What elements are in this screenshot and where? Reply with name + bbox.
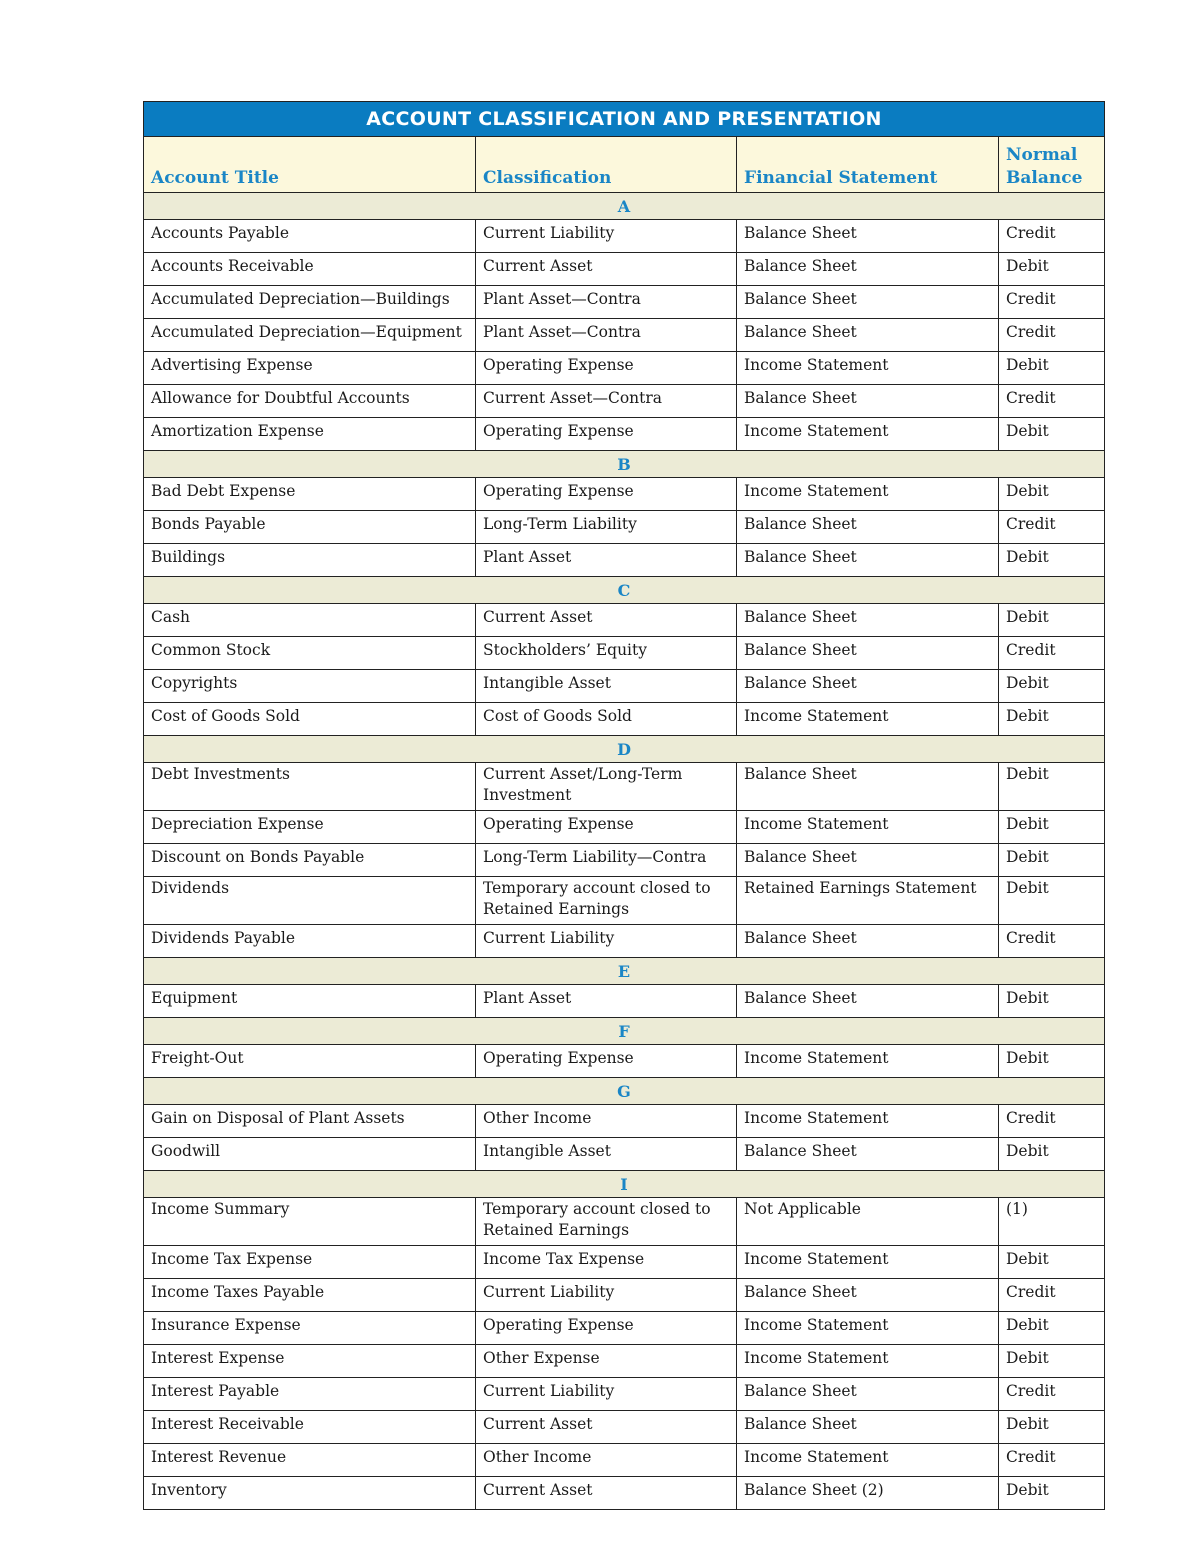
section-letter: C [144,577,1105,604]
cell-classification: Temporary account closed to Retained Earnings [476,1198,737,1246]
table-row [144,844,1105,877]
section-letter-row [144,736,1105,763]
cell-normal-balance: Credit [999,925,1105,958]
table-row [144,319,1105,352]
table-body [144,193,1105,1510]
cell-normal-balance: (1) [999,1198,1105,1246]
cell-normal-balance: Debit [999,1246,1105,1279]
cell-normal-balance: Debit [999,877,1105,925]
cell-financial-statement: Income Statement [737,1246,999,1279]
cell-normal-balance: Debit [999,352,1105,385]
cell-financial-statement: Balance Sheet [737,1378,999,1411]
cell-classification: Long-Term Liability [476,511,737,544]
cell-financial-statement: Balance Sheet [737,1138,999,1171]
table-row [144,511,1105,544]
cell-classification: Long-Term Liability—Contra [476,844,737,877]
cell-account-title: Debt Investments [144,763,476,811]
header-normal-balance-line1: Normal [1006,145,1078,165]
cell-account-title: Income Taxes Payable [144,1279,476,1312]
cell-normal-balance: Debit [999,1411,1105,1444]
cell-financial-statement: Balance Sheet [737,385,999,418]
cell-normal-balance: Credit [999,286,1105,319]
table-row [144,604,1105,637]
cell-normal-balance: Debit [999,670,1105,703]
cell-classification: Plant Asset [476,985,737,1018]
cell-account-title: Interest Revenue [144,1444,476,1477]
table-row [144,1246,1105,1279]
section-letter-row [144,577,1105,604]
cell-classification: Current Liability [476,925,737,958]
cell-classification: Operating Expense [476,478,737,511]
cell-financial-statement: Balance Sheet [737,604,999,637]
cell-normal-balance: Debit [999,703,1105,736]
cell-account-title: Accumulated Depreciation—Equipment [144,319,476,352]
cell-classification: Current Asset [476,1477,737,1510]
cell-financial-statement: Balance Sheet [737,253,999,286]
cell-classification: Temporary account closed to Retained Earnings [476,877,737,925]
cell-normal-balance: Credit [999,1105,1105,1138]
cell-account-title: Depreciation Expense [144,811,476,844]
cell-account-title: Dividends [144,877,476,925]
cell-financial-statement: Balance Sheet [737,670,999,703]
cell-normal-balance: Debit [999,418,1105,451]
cell-normal-balance: Credit [999,1378,1105,1411]
cell-normal-balance: Debit [999,1345,1105,1378]
column-header-row [144,137,1105,193]
cell-classification: Other Income [476,1444,737,1477]
table-row [144,418,1105,451]
cell-normal-balance: Credit [999,319,1105,352]
cell-classification: Current Asset/Long-Term Investment [476,763,737,811]
cell-normal-balance: Debit [999,811,1105,844]
cell-financial-statement: Income Statement [737,478,999,511]
cell-normal-balance: Debit [999,1138,1105,1171]
table-row [144,637,1105,670]
cell-account-title: Interest Payable [144,1378,476,1411]
cell-account-title: Equipment [144,985,476,1018]
cell-normal-balance: Debit [999,478,1105,511]
cell-classification: Income Tax Expense [476,1246,737,1279]
cell-account-title: Bonds Payable [144,511,476,544]
cell-classification: Other Expense [476,1345,737,1378]
section-letter-row [144,1171,1105,1198]
cell-classification: Plant Asset [476,544,737,577]
section-letter: A [144,193,1105,220]
table-row [144,985,1105,1018]
table-row [144,1312,1105,1345]
table-row [144,1105,1105,1138]
cell-account-title: Inventory [144,1477,476,1510]
cell-classification: Plant Asset—Contra [476,286,737,319]
table-row [144,1378,1105,1411]
cell-classification: Current Asset—Contra [476,385,737,418]
cell-account-title: Gain on Disposal of Plant Assets [144,1105,476,1138]
cell-account-title: Insurance Expense [144,1312,476,1345]
header-financial-statement: Financial Statement [737,137,999,193]
section-letter-row [144,1078,1105,1105]
cell-financial-statement: Income Statement [737,703,999,736]
cell-classification: Operating Expense [476,352,737,385]
cell-account-title: Bad Debt Expense [144,478,476,511]
section-letter-row [144,958,1105,985]
table-row [144,1477,1105,1510]
cell-classification: Current Liability [476,220,737,253]
cell-financial-statement: Retained Earnings Statement [737,877,999,925]
table-row [144,352,1105,385]
cell-normal-balance: Debit [999,985,1105,1018]
section-letter: D [144,736,1105,763]
section-letter: I [144,1171,1105,1198]
section-letter-row [144,1018,1105,1045]
cell-financial-statement: Income Statement [737,418,999,451]
cell-financial-statement: Balance Sheet [737,637,999,670]
header-normal-balance [999,137,1105,193]
header-classification: Classification [476,137,737,193]
cell-financial-statement: Balance Sheet [737,985,999,1018]
cell-account-title: Freight-Out [144,1045,476,1078]
cell-financial-statement: Balance Sheet [737,511,999,544]
cell-classification: Current Asset [476,253,737,286]
cell-financial-statement: Income Statement [737,811,999,844]
cell-normal-balance: Credit [999,637,1105,670]
cell-account-title: Accounts Receivable [144,253,476,286]
table-row [144,544,1105,577]
cell-normal-balance: Credit [999,1444,1105,1477]
cell-normal-balance: Debit [999,604,1105,637]
table-row [144,1345,1105,1378]
cell-normal-balance: Debit [999,763,1105,811]
cell-normal-balance: Credit [999,385,1105,418]
cell-financial-statement: Income Statement [737,1312,999,1345]
section-letter: E [144,958,1105,985]
cell-account-title: Accounts Payable [144,220,476,253]
cell-financial-statement: Balance Sheet [737,1411,999,1444]
table-row [144,763,1105,811]
cell-financial-statement: Not Applicable [737,1198,999,1246]
cell-financial-statement: Balance Sheet [737,220,999,253]
table-title-row [144,102,1105,137]
cell-account-title: Dividends Payable [144,925,476,958]
cell-financial-statement: Balance Sheet [737,844,999,877]
cell-account-title: Interest Expense [144,1345,476,1378]
account-classification-table [143,101,1105,1510]
cell-classification: Intangible Asset [476,670,737,703]
cell-financial-statement: Balance Sheet (2) [737,1477,999,1510]
cell-account-title: Income Tax Expense [144,1246,476,1279]
cell-financial-statement: Income Statement [737,352,999,385]
cell-financial-statement: Income Statement [737,1444,999,1477]
cell-classification: Plant Asset—Contra [476,319,737,352]
cell-account-title: Allowance for Doubtful Accounts [144,385,476,418]
cell-normal-balance: Credit [999,511,1105,544]
table-row [144,1138,1105,1171]
cell-normal-balance: Debit [999,253,1105,286]
cell-account-title: Income Summary [144,1198,476,1246]
cell-classification: Current Asset [476,604,737,637]
cell-classification: Stockholders’ Equity [476,637,737,670]
cell-financial-statement: Income Statement [737,1045,999,1078]
cell-classification: Cost of Goods Sold [476,703,737,736]
header-normal-balance-line2: Balance [1006,168,1083,188]
cell-classification: Other Income [476,1105,737,1138]
table-row [144,1411,1105,1444]
table-row [144,877,1105,925]
cell-account-title: Goodwill [144,1138,476,1171]
table-row [144,220,1105,253]
table-row [144,811,1105,844]
table-row [144,1198,1105,1246]
cell-classification: Intangible Asset [476,1138,737,1171]
table-row [144,1279,1105,1312]
cell-account-title: Buildings [144,544,476,577]
cell-financial-statement: Balance Sheet [737,286,999,319]
cell-financial-statement: Balance Sheet [737,763,999,811]
cell-financial-statement: Balance Sheet [737,1279,999,1312]
cell-account-title: Cash [144,604,476,637]
section-letter-row [144,193,1105,220]
cell-financial-statement: Income Statement [737,1345,999,1378]
cell-account-title: Cost of Goods Sold [144,703,476,736]
cell-financial-statement: Balance Sheet [737,925,999,958]
section-letter: F [144,1018,1105,1045]
section-letter: B [144,451,1105,478]
table-row [144,1045,1105,1078]
cell-account-title: Advertising Expense [144,352,476,385]
table-row [144,478,1105,511]
cell-classification: Operating Expense [476,418,737,451]
cell-normal-balance: Debit [999,1045,1105,1078]
section-letter-row [144,451,1105,478]
cell-account-title: Interest Receivable [144,1411,476,1444]
cell-classification: Current Asset [476,1411,737,1444]
table-row [144,253,1105,286]
table-row [144,670,1105,703]
cell-normal-balance: Credit [999,220,1105,253]
cell-classification: Operating Expense [476,811,737,844]
cell-classification: Operating Expense [476,1045,737,1078]
table-row [144,385,1105,418]
cell-normal-balance: Debit [999,1312,1105,1345]
table-row [144,1444,1105,1477]
cell-classification: Current Liability [476,1279,737,1312]
cell-account-title: Accumulated Depreciation—Buildings [144,286,476,319]
cell-normal-balance: Credit [999,1279,1105,1312]
table-row [144,703,1105,736]
table-row [144,286,1105,319]
cell-account-title: Copyrights [144,670,476,703]
cell-financial-statement: Income Statement [737,1105,999,1138]
cell-financial-statement: Balance Sheet [737,544,999,577]
cell-normal-balance: Debit [999,1477,1105,1510]
cell-account-title: Discount on Bonds Payable [144,844,476,877]
cell-account-title: Common Stock [144,637,476,670]
cell-classification: Current Liability [476,1378,737,1411]
cell-account-title: Amortization Expense [144,418,476,451]
section-letter: G [144,1078,1105,1105]
table-row [144,925,1105,958]
cell-financial-statement: Balance Sheet [737,319,999,352]
cell-classification: Operating Expense [476,1312,737,1345]
cell-normal-balance: Debit [999,544,1105,577]
header-account-title: Account Title [144,137,476,193]
cell-normal-balance: Debit [999,844,1105,877]
table-title: ACCOUNT CLASSIFICATION AND PRESENTATION [144,102,1105,137]
